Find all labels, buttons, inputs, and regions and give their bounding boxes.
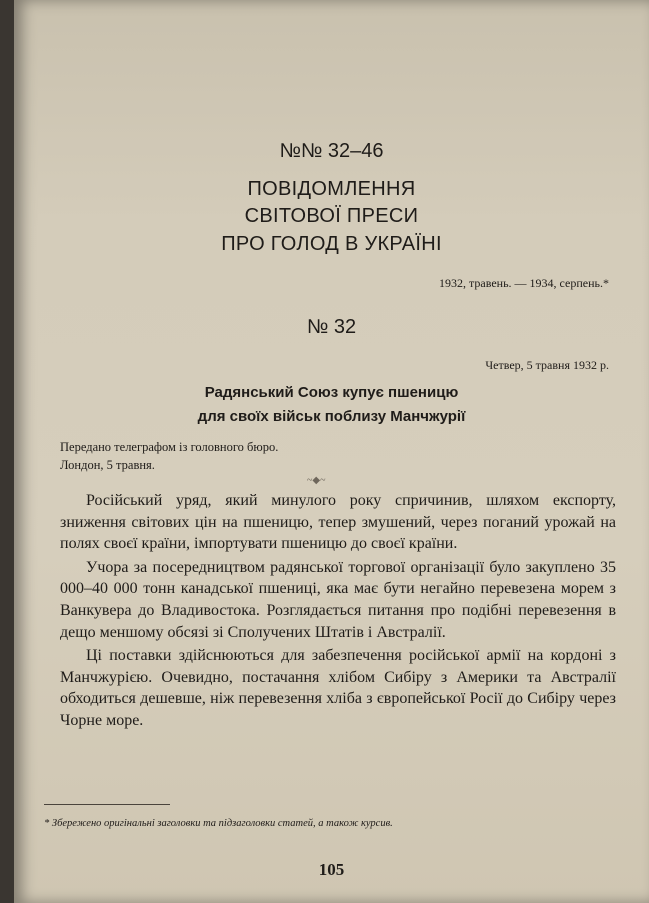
page-number: 105 (318, 860, 345, 879)
source-line-2: Лондон, 5 травня. (60, 458, 155, 472)
headline-line-3: ПРО ГОЛОД В УКРАЇНІ (221, 233, 442, 255)
series-number: №№ 32–46 (279, 140, 384, 162)
paragraph-3: Ці поставки здійснюються для забезпечення російської армії на кордоні з Манчжурією. Очевидно, постачання хлібом Сибіру з Америки та Австралії обходиться дешевше, ніж перевезення хліба з європейської Росії до Сибіру через Чорне море. (60, 647, 616, 729)
article-date: Четвер, 5 травня 1932 р. (485, 358, 609, 372)
footnote-rule (44, 804, 170, 805)
paragraph-2: Учора за посередництвом радянської торгової організації було закуплено 35 000–40 000 тонн канадської пшениці, яка має бути негайно перевезена морем з Ванкувера до Владивостока. Розглядається питання про подібні перевезення в дещо меншому обсязі зі Сполучених Штатів і Австралії. (60, 558, 616, 641)
paragraph-1: Російський уряд, який минулого року спричинив, шляхом експорту, зниження світових цін на пшеницю, тепер змушений, через поганий урожай на полях своєї країни, імпортувати пшеницю до своєї країни. (60, 492, 616, 553)
headline-line-2: СВІТОВОЇ ПРЕСИ (244, 205, 419, 227)
period: 1932, травень. — 1934, серпень.* (439, 276, 609, 290)
article-body (60, 490, 616, 732)
article-title-line-1: Радянський Союз купує пшеницю (204, 384, 459, 401)
source-line-1: Передано телеграфом із головного бюро. (60, 440, 279, 454)
article-title-line-2: для своїх військ поблизу Манчжурії (197, 408, 466, 425)
book-page (14, 0, 649, 903)
headline-line-1: ПОВІДОМЛЕННЯ (247, 178, 416, 200)
footnote: * Збережено оригінальні заголовки та підзаголовки статей, а також курсив. (44, 818, 393, 829)
document-number: № 32 (306, 316, 357, 338)
ornament-divider: ~◆~ (307, 475, 326, 486)
